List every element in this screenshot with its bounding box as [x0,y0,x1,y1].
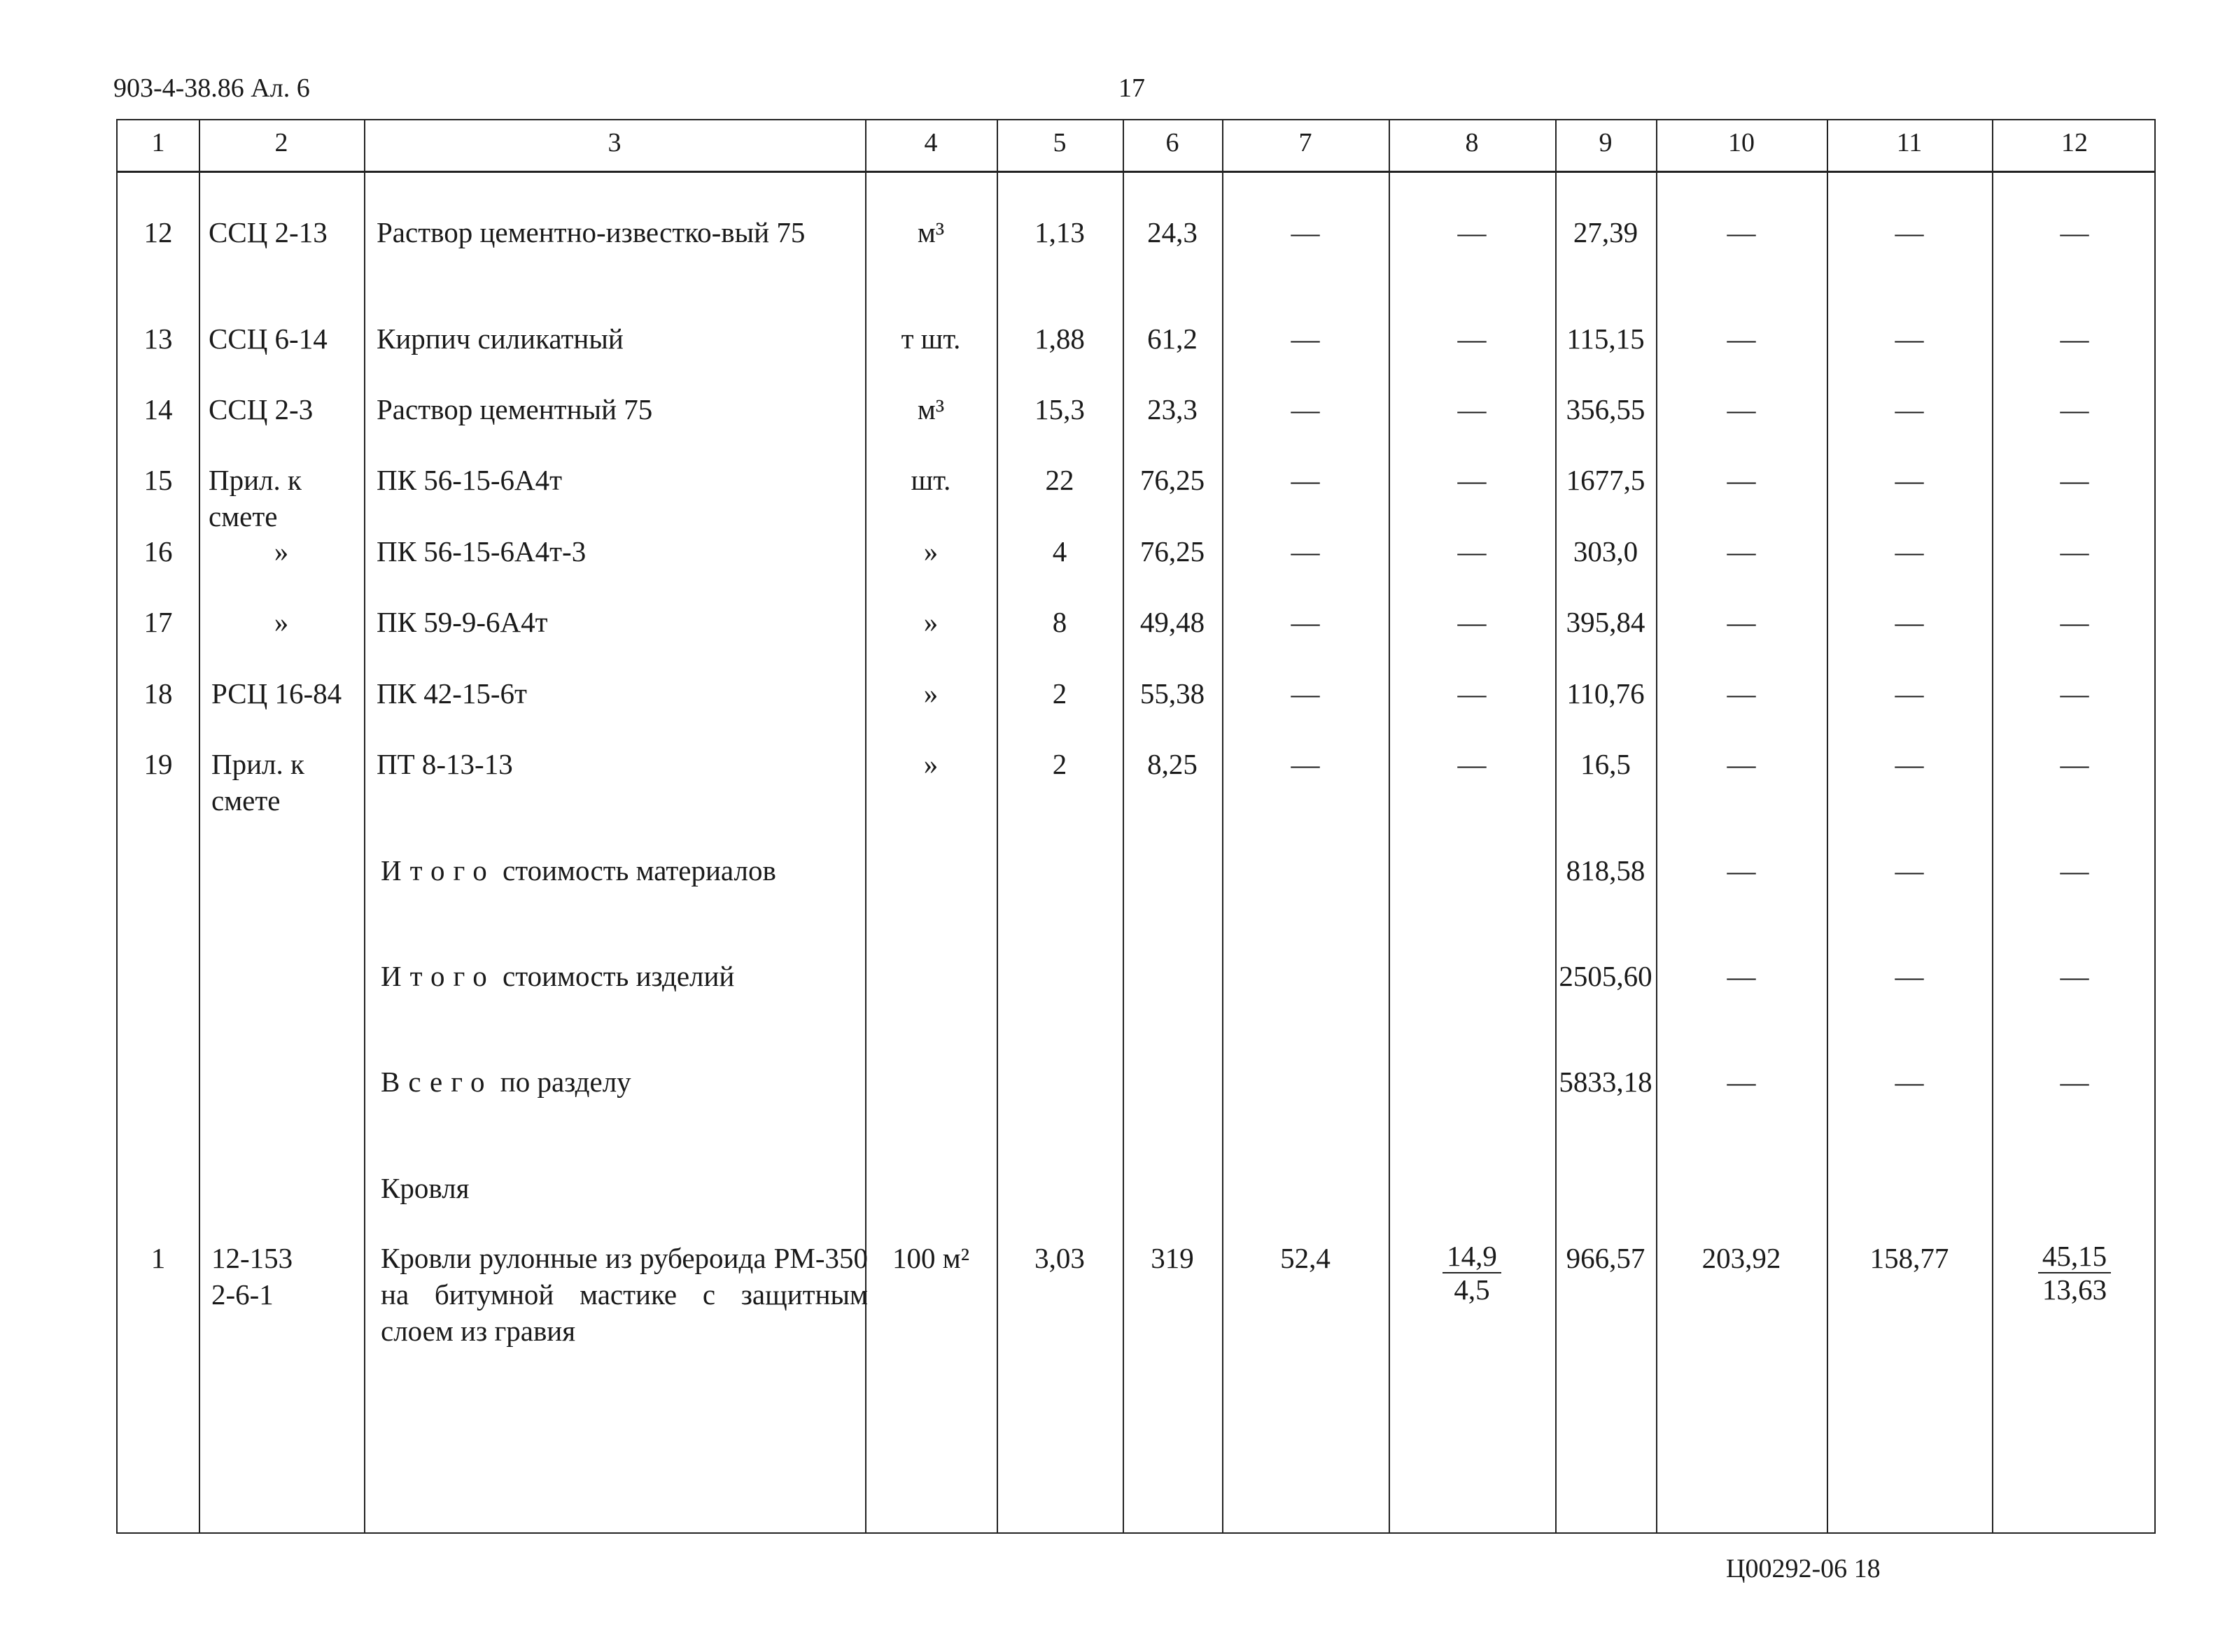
row-total: 356,55 [1566,393,1645,425]
row-reference: РСЦ 16-84 [211,677,342,709]
row-col7: — [1291,323,1320,355]
row-price: 23,3 [1147,393,1198,425]
col-header-7: 7 [1298,128,1312,157]
row-reference: Прил. к смете [209,464,302,532]
row-col7: — [1291,464,1320,496]
row-total: 16,5 [1580,748,1631,780]
total-col11: — [1895,854,1924,887]
row-col12: — [2060,677,2089,709]
row-col8: — [1457,464,1487,496]
row-col10: — [1727,464,1756,496]
row-col12: — [2060,323,2089,355]
row-price: 61,2 [1147,323,1198,355]
section-title: Кровля [381,1172,470,1204]
row-name: ПК 42-15-6т [377,677,527,709]
row-name: ПК 56-15-6А4т-3 [377,535,587,567]
row-col7: — [1291,393,1320,425]
row-total: 27,39 [1573,216,1638,248]
row-number: 18 [143,677,173,709]
row-col7: — [1291,535,1320,567]
fraction [1443,1240,1501,1306]
row-col7: 52,4 [1280,1242,1331,1274]
total-value: 2505,60 [1559,960,1652,992]
total-label [381,958,773,994]
row-col11: — [1895,393,1924,425]
row-col10: — [1727,393,1756,425]
total-col10: — [1727,960,1756,992]
row-name: Кровли рулонные из рубероида РМ-350 на битумной мастике с защитным слоем из гравия [381,1242,868,1347]
row-unit: » [923,535,939,567]
row-reference: Прил. к смете [211,748,304,817]
row-col10: — [1727,748,1756,780]
estimate-table [116,119,2156,1534]
col-header-11: 11 [1896,128,1923,157]
row-unit: » [923,748,939,780]
row-col11: — [1895,464,1924,496]
row-number: 16 [143,535,173,567]
col-header-1: 1 [151,128,165,157]
row-price: 55,38 [1139,677,1205,709]
row-col12: — [2060,748,2089,780]
row-quantity: 3,03 [1034,1242,1085,1274]
row-reference: » [274,606,289,638]
row-reference: ССЦ 2-13 [209,216,328,248]
row-number: 15 [143,464,173,496]
row-col12: — [2060,535,2089,567]
total-value: 5833,18 [1559,1066,1652,1098]
total-col12: — [2060,854,2089,887]
col-header-10: 10 [1728,128,1755,157]
row-col11: — [1895,677,1924,709]
row-unit: » [923,606,939,638]
row-reference [211,1240,365,1313]
row-total: 395,84 [1566,606,1645,638]
row-col10: — [1727,677,1756,709]
total-col12: — [2060,960,2089,992]
total-col12: — [2060,1066,2089,1098]
row-quantity: 8 [1052,606,1067,638]
total-col11: — [1895,1066,1924,1098]
column-rule [364,120,365,1532]
row-col8: — [1457,393,1487,425]
row-total: 1677,5 [1566,464,1645,496]
row-col7: — [1291,748,1320,780]
row-price: 319 [1151,1242,1194,1274]
col-header-6: 6 [1165,128,1179,157]
row-col10: — [1727,535,1756,567]
col-header-12: 12 [2061,128,2088,157]
fraction-denominator: 4,5 [1454,1273,1490,1306]
total-value: 818,58 [1566,854,1645,887]
total-label-emph: Всего [381,1066,493,1098]
row-col11: — [1895,323,1924,355]
row-col11: 158,77 [1869,1242,1949,1274]
row-reference-line: 2-6-1 [211,1278,274,1311]
row-reference: ССЦ 2-3 [209,393,314,425]
col-header-2: 2 [274,128,288,157]
total-label-text: по разделу [500,1066,631,1098]
row-quantity: 4 [1052,535,1067,567]
row-name: Раствор цементно-известко-вый 75 [377,216,806,248]
row-col10: — [1727,216,1756,248]
row-col8: — [1457,606,1487,638]
row-col8: — [1457,748,1487,780]
fraction-numerator: 45,15 [2038,1240,2111,1273]
row-col8: — [1457,216,1487,248]
row-name: Раствор цементный 75 [377,393,653,425]
row-col7: — [1291,216,1320,248]
row-name: Кирпич силикатный [377,323,624,355]
row-col12: — [2060,606,2089,638]
row-col12 [1992,1240,2157,1308]
row-col11: — [1895,216,1924,248]
row-col10: — [1727,323,1756,355]
row-total: 110,76 [1566,677,1645,709]
total-label-emph: Итого [381,854,496,887]
row-number: 19 [143,748,173,780]
row-col10: 203,92 [1701,1242,1781,1274]
total-label-text: стоимость изделий [503,960,735,992]
row-number: 13 [143,323,173,355]
col-header-3: 3 [608,128,622,157]
fraction-denominator: 13,63 [2042,1273,2107,1306]
row-col12: — [2060,216,2089,248]
fraction-numerator: 14,9 [1443,1240,1501,1273]
row-unit: 100 м² [892,1242,969,1274]
column-rule [199,120,200,1532]
row-quantity: 22 [1045,464,1074,496]
total-label-text: стоимость материалов [503,854,776,887]
total-col10: — [1727,1066,1756,1098]
row-col7: — [1291,606,1320,638]
row-number: 1 [150,1242,166,1274]
row-col8: — [1457,535,1487,567]
row-number: 17 [143,606,173,638]
row-reference: » [274,535,289,567]
row-col11: — [1895,606,1924,638]
col-header-9: 9 [1599,128,1613,157]
row-price: 76,25 [1139,464,1205,496]
row-price: 24,3 [1147,216,1198,248]
row-price: 76,25 [1139,535,1205,567]
row-unit: м³ [917,393,945,425]
page-number: 17 [1118,73,1145,103]
document-code: 903-4-38.86 Ал. 6 [113,73,310,103]
footer-stamp: Ц00292-06 18 [1726,1554,1881,1583]
row-price: 49,48 [1139,606,1205,638]
row-unit: м³ [917,216,945,248]
row-number: 12 [143,216,173,248]
row-unit: т шт. [901,323,961,355]
row-quantity: 2 [1052,748,1067,780]
total-label [381,852,815,889]
col-header-8: 8 [1465,128,1479,157]
row-col10: — [1727,606,1756,638]
total-label [381,1064,829,1100]
row-col11: — [1895,535,1924,567]
row-number: 14 [143,393,173,425]
row-reference-line: 12-153 [211,1242,293,1274]
row-col8: — [1457,677,1487,709]
row-total: 115,15 [1566,323,1645,355]
row-reference: ССЦ 6-14 [209,323,328,355]
row-col12: — [2060,393,2089,425]
row-unit: шт. [911,464,951,496]
row-quantity: 1,88 [1034,323,1085,355]
row-unit: » [923,677,939,709]
row-total: 966,57 [1566,1242,1645,1274]
row-name: ПК 56-15-6А4т [377,464,563,496]
row-col7: — [1291,677,1320,709]
row-col8 [1389,1240,1555,1308]
col-header-4: 4 [924,128,938,157]
row-quantity: 15,3 [1034,393,1085,425]
row-name: ПК 59-9-6А4т [377,606,548,638]
row-col12: — [2060,464,2089,496]
total-col10: — [1727,854,1756,887]
fraction [2038,1240,2111,1306]
row-name: ПТ 8-13-13 [377,748,513,780]
row-quantity: 2 [1052,677,1067,709]
header-rule [118,171,2154,173]
col-header-5: 5 [1053,128,1067,157]
total-label-emph: Итого [381,960,496,992]
total-col11: — [1895,960,1924,992]
row-total: 303,0 [1573,535,1638,567]
row-quantity: 1,13 [1034,216,1085,248]
row-col8: — [1457,323,1487,355]
row-price: 8,25 [1147,748,1198,780]
row-col11: — [1895,748,1924,780]
